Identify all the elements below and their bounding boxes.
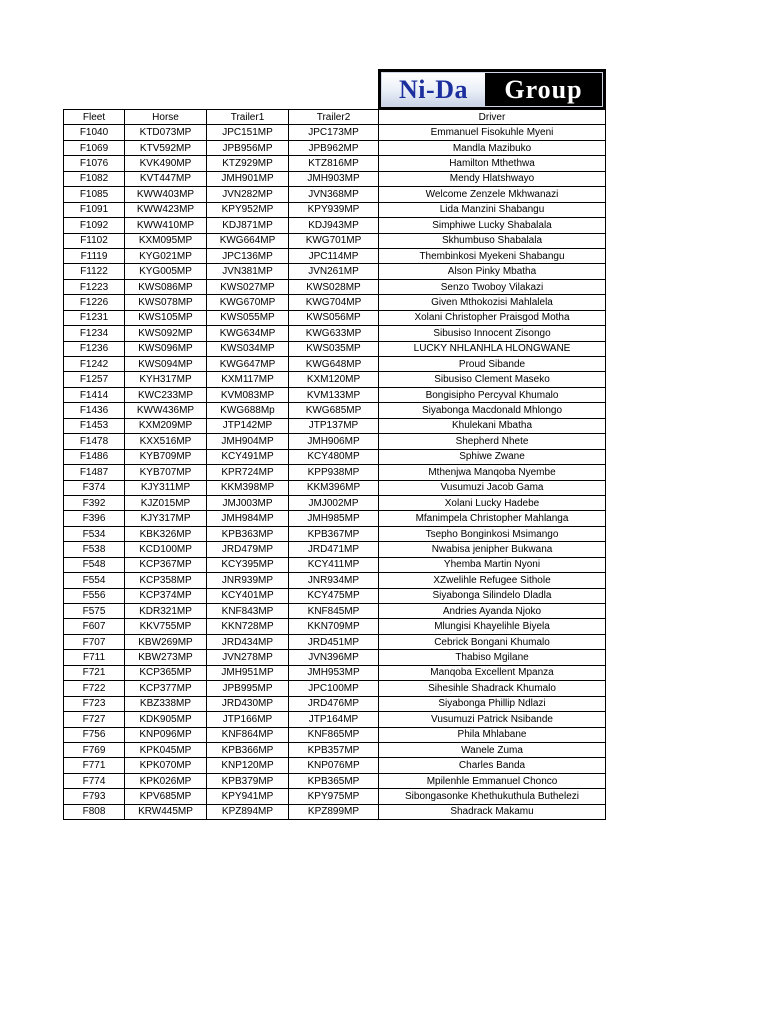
cell-horse: KWS086MP (125, 279, 207, 294)
cell-horse: KPK026MP (125, 773, 207, 788)
cell-trailer1: KDJ871MP (207, 218, 289, 233)
table-row (64, 604, 606, 619)
cell-driver: Nwabisa jenipher Bukwana (379, 542, 606, 557)
cell-horse: KCP365MP (125, 665, 207, 680)
cell-horse: KWW423MP (125, 202, 207, 217)
cell-trailer1: JTP142MP (207, 418, 289, 433)
header-trailer1: Trailer1 (207, 110, 289, 125)
table-row (64, 357, 606, 372)
cell-fleet: F538 (64, 542, 125, 557)
cell-fleet: F1486 (64, 449, 125, 464)
cell-fleet: F1069 (64, 140, 125, 155)
cell-horse: KXM095MP (125, 233, 207, 248)
cell-trailer1: JRD479MP (207, 542, 289, 557)
table-row (64, 681, 606, 696)
cell-driver: Sphiwe Zwane (379, 449, 606, 464)
cell-horse: KWW403MP (125, 187, 207, 202)
cell-trailer1: JMH984MP (207, 511, 289, 526)
table-row (64, 341, 606, 356)
table-row (64, 310, 606, 325)
cell-fleet: F1436 (64, 403, 125, 418)
cell-horse: KBK326MP (125, 526, 207, 541)
cell-fleet: F1453 (64, 418, 125, 433)
cell-horse: KCP367MP (125, 557, 207, 572)
cell-trailer2: JPC100MP (289, 681, 379, 696)
cell-driver: Mandla Mazibuko (379, 140, 606, 155)
cell-driver: LUCKY NHLANHLA HLONGWANE (379, 341, 606, 356)
cell-fleet: F711 (64, 650, 125, 665)
cell-trailer1: JPB995MP (207, 681, 289, 696)
cell-trailer2: KPY975MP (289, 789, 379, 804)
cell-fleet: F1085 (64, 187, 125, 202)
cell-trailer1: JVN381MP (207, 264, 289, 279)
cell-trailer2: KWG704MP (289, 295, 379, 310)
table-row (64, 403, 606, 418)
table-row (64, 248, 606, 263)
cell-trailer1: KPY941MP (207, 789, 289, 804)
cell-driver: Siyabonga Phillip Ndlazi (379, 696, 606, 711)
cell-trailer2: JPC173MP (289, 125, 379, 140)
table-row (64, 326, 606, 341)
cell-fleet: F793 (64, 789, 125, 804)
table-row (64, 140, 606, 155)
cell-trailer1: KWG670MP (207, 295, 289, 310)
cell-driver: Mfanimpela Christopher Mahlanga (379, 511, 606, 526)
table-row (64, 758, 606, 773)
cell-trailer1: KCY401MP (207, 588, 289, 603)
cell-fleet: F1242 (64, 357, 125, 372)
cell-trailer1: KWG634MP (207, 326, 289, 341)
cell-horse: KWS105MP (125, 310, 207, 325)
table-row (64, 218, 606, 233)
cell-horse: KCD100MP (125, 542, 207, 557)
cell-trailer2: KWG633MP (289, 326, 379, 341)
cell-driver: Wanele Zuma (379, 742, 606, 757)
cell-driver: Lida Manzini Shabangu (379, 202, 606, 217)
cell-trailer2: KCY411MP (289, 557, 379, 572)
cell-driver: Xolani Christopher Praisgod Motha (379, 310, 606, 325)
cell-driver: Sihesihle Shadrack Khumalo (379, 681, 606, 696)
cell-trailer2: JTP137MP (289, 418, 379, 433)
table-row (64, 557, 606, 572)
cell-fleet: F1119 (64, 248, 125, 263)
table-row (64, 526, 606, 541)
table-row (64, 804, 606, 819)
cell-horse: KWW410MP (125, 218, 207, 233)
cell-driver: Senzo Twoboy Vilakazi (379, 279, 606, 294)
table-row (64, 465, 606, 480)
table-row (64, 156, 606, 171)
cell-driver: Simphiwe Lucky Shabalala (379, 218, 606, 233)
cell-driver: Phila Mhlabane (379, 727, 606, 742)
cell-horse: KJY311MP (125, 480, 207, 495)
table-row (64, 773, 606, 788)
cell-horse: KPV685MP (125, 789, 207, 804)
table-row (64, 619, 606, 634)
cell-trailer1: KWG664MP (207, 233, 289, 248)
cell-horse: KPK045MP (125, 742, 207, 757)
cell-trailer2: KNF865MP (289, 727, 379, 742)
cell-fleet: F392 (64, 495, 125, 510)
cell-fleet: F554 (64, 573, 125, 588)
cell-trailer1: KCY491MP (207, 449, 289, 464)
cell-horse: KJZ015MP (125, 495, 207, 510)
cell-trailer2: KNF845MP (289, 604, 379, 619)
cell-driver: Khulekani Mbatha (379, 418, 606, 433)
cell-trailer2: KWG648MP (289, 357, 379, 372)
cell-trailer2: KKM396MP (289, 480, 379, 495)
cell-fleet: F723 (64, 696, 125, 711)
cell-trailer2: KKN709MP (289, 619, 379, 634)
cell-trailer2: JRD476MP (289, 696, 379, 711)
cell-horse: KVK490MP (125, 156, 207, 171)
table-row (64, 696, 606, 711)
cell-trailer1: JPB956MP (207, 140, 289, 155)
cell-driver: Vusumuzi Jacob Gama (379, 480, 606, 495)
table-row (64, 202, 606, 217)
cell-trailer2: KWS035MP (289, 341, 379, 356)
cell-horse: KXM209MP (125, 418, 207, 433)
table-row (64, 742, 606, 757)
cell-horse: KWS096MP (125, 341, 207, 356)
cell-fleet: F769 (64, 742, 125, 757)
cell-driver: Cebrick Bongani Khumalo (379, 634, 606, 649)
cell-trailer2: JVN368MP (289, 187, 379, 202)
cell-trailer2: KPY939MP (289, 202, 379, 217)
cell-driver: Shepherd Nhete (379, 434, 606, 449)
cell-fleet: F548 (64, 557, 125, 572)
cell-trailer2: KCY480MP (289, 449, 379, 464)
cell-horse: KWS078MP (125, 295, 207, 310)
cell-trailer1: KTZ929MP (207, 156, 289, 171)
cell-fleet: F774 (64, 773, 125, 788)
cell-horse: KCP377MP (125, 681, 207, 696)
cell-horse: KWC233MP (125, 387, 207, 402)
cell-trailer2: JVN261MP (289, 264, 379, 279)
cell-trailer1: JPC151MP (207, 125, 289, 140)
cell-trailer2: JPB962MP (289, 140, 379, 155)
cell-horse: KWW436MP (125, 403, 207, 418)
table-row (64, 665, 606, 680)
cell-trailer1: JVN282MP (207, 187, 289, 202)
cell-trailer1: KXM117MP (207, 372, 289, 387)
cell-horse: KCP374MP (125, 588, 207, 603)
table-row (64, 511, 606, 526)
cell-driver: Siyabonga Silindelo Dladla (379, 588, 606, 603)
cell-fleet: F1226 (64, 295, 125, 310)
cell-driver: Sibusiso Innocent Zisongo (379, 326, 606, 341)
cell-horse: KYB707MP (125, 465, 207, 480)
table-row (64, 449, 606, 464)
cell-trailer1: KCY395MP (207, 557, 289, 572)
cell-horse: KXX516MP (125, 434, 207, 449)
cell-driver: Sibusiso Clement Maseko (379, 372, 606, 387)
cell-fleet: F1234 (64, 326, 125, 341)
cell-driver: Vusumuzi Patrick Nsibande (379, 712, 606, 727)
header-row (64, 110, 606, 125)
cell-trailer2: KWG701MP (289, 233, 379, 248)
cell-driver: Yhemba Martin Nyoni (379, 557, 606, 572)
table-row (64, 495, 606, 510)
cell-fleet: F1040 (64, 125, 125, 140)
cell-driver: Shadrack Makamu (379, 804, 606, 819)
cell-driver: Bongisipho Percyval Khumalo (379, 387, 606, 402)
cell-driver: Thabiso Mgilane (379, 650, 606, 665)
cell-driver: Tsepho Bonginkosi Msimango (379, 526, 606, 541)
table-row (64, 434, 606, 449)
cell-fleet: F575 (64, 604, 125, 619)
table-row (64, 588, 606, 603)
cell-trailer2: KNP076MP (289, 758, 379, 773)
cell-trailer1: JTP166MP (207, 712, 289, 727)
cell-driver: Manqoba Excellent Mpanza (379, 665, 606, 680)
cell-driver: Sibongasonke Khethukuthula Buthelezi (379, 789, 606, 804)
cell-horse: KRW445MP (125, 804, 207, 819)
cell-horse: KYG005MP (125, 264, 207, 279)
cell-trailer2: KCY475MP (289, 588, 379, 603)
cell-trailer1: KNF843MP (207, 604, 289, 619)
cell-trailer2: KDJ943MP (289, 218, 379, 233)
header-trailer2: Trailer2 (289, 110, 379, 125)
cell-trailer1: JVN278MP (207, 650, 289, 665)
table-row (64, 789, 606, 804)
cell-driver: Mpilenhle Emmanuel Chonco (379, 773, 606, 788)
cell-driver: Mlungisi Khayelihle Biyela (379, 619, 606, 634)
cell-trailer1: JMH951MP (207, 665, 289, 680)
table-row (64, 125, 606, 140)
cell-horse: KWS092MP (125, 326, 207, 341)
cell-driver: Welcome Zenzele Mkhwanazi (379, 187, 606, 202)
cell-horse: KWS094MP (125, 357, 207, 372)
table-row (64, 264, 606, 279)
fleet-table-body (64, 125, 606, 820)
cell-driver: Skhumbuso Shabalala (379, 233, 606, 248)
cell-fleet: F771 (64, 758, 125, 773)
cell-trailer2: KPP938MP (289, 465, 379, 480)
cell-horse: KDK905MP (125, 712, 207, 727)
cell-fleet: F1102 (64, 233, 125, 248)
cell-trailer2: JMH906MP (289, 434, 379, 449)
cell-trailer2: KPB365MP (289, 773, 379, 788)
cell-trailer2: KVM133MP (289, 387, 379, 402)
logo-frame (381, 72, 603, 107)
cell-trailer1: KWS027MP (207, 279, 289, 294)
cell-trailer2: KPB367MP (289, 526, 379, 541)
cell-trailer2: KXM120MP (289, 372, 379, 387)
cell-trailer2: KTZ816MP (289, 156, 379, 171)
table-row (64, 542, 606, 557)
cell-driver: Thembinkosi Myekeni Shabangu (379, 248, 606, 263)
cell-horse: KBZ338MP (125, 696, 207, 711)
cell-trailer1: KWG688Mp (207, 403, 289, 418)
cell-horse: KNP096MP (125, 727, 207, 742)
cell-fleet: F1257 (64, 372, 125, 387)
cell-horse: KKV755MP (125, 619, 207, 634)
cell-trailer2: JMH953MP (289, 665, 379, 680)
cell-fleet: F1236 (64, 341, 125, 356)
cell-horse: KJY317MP (125, 511, 207, 526)
cell-horse: KYB709MP (125, 449, 207, 464)
cell-fleet: F1231 (64, 310, 125, 325)
table-row (64, 480, 606, 495)
logo-group-text: Group (485, 73, 602, 106)
cell-trailer2: JPC114MP (289, 248, 379, 263)
cell-fleet: F374 (64, 480, 125, 495)
cell-trailer1: JRD434MP (207, 634, 289, 649)
cell-trailer1: JMH904MP (207, 434, 289, 449)
cell-fleet: F1076 (64, 156, 125, 171)
logo-nida-text: Ni-Da (382, 73, 485, 106)
cell-trailer1: JPC136MP (207, 248, 289, 263)
cell-trailer2: JNR934MP (289, 573, 379, 588)
cell-fleet: F808 (64, 804, 125, 819)
cell-trailer1: JMJ003MP (207, 495, 289, 510)
cell-trailer1: JMH901MP (207, 171, 289, 186)
cell-driver: Mthenjwa Manqoba Nyembe (379, 465, 606, 480)
nida-group-logo (378, 69, 606, 110)
cell-horse: KPK070MP (125, 758, 207, 773)
cell-fleet: F1478 (64, 434, 125, 449)
cell-fleet: F607 (64, 619, 125, 634)
cell-fleet: F1414 (64, 387, 125, 402)
table-row (64, 279, 606, 294)
table-row (64, 650, 606, 665)
cell-fleet: F756 (64, 727, 125, 742)
cell-fleet: F1122 (64, 264, 125, 279)
cell-fleet: F707 (64, 634, 125, 649)
table-row (64, 187, 606, 202)
cell-trailer2: KPZ899MP (289, 804, 379, 819)
cell-driver: Emmanuel Fisokuhle Myeni (379, 125, 606, 140)
cell-horse: KTD073MP (125, 125, 207, 140)
cell-trailer2: JMH985MP (289, 511, 379, 526)
cell-trailer1: KPB366MP (207, 742, 289, 757)
cell-trailer1: KKM398MP (207, 480, 289, 495)
cell-trailer1: KPR724MP (207, 465, 289, 480)
table-row (64, 387, 606, 402)
cell-horse: KDR321MP (125, 604, 207, 619)
cell-horse: KTV592MP (125, 140, 207, 155)
cell-trailer1: KNP120MP (207, 758, 289, 773)
cell-trailer2: JVN396MP (289, 650, 379, 665)
cell-driver: Siyabonga Macdonald Mhlongo (379, 403, 606, 418)
table-row (64, 171, 606, 186)
table-row (64, 727, 606, 742)
cell-horse: KYG021MP (125, 248, 207, 263)
cell-fleet: F722 (64, 681, 125, 696)
cell-horse: KBW269MP (125, 634, 207, 649)
cell-trailer1: JNR939MP (207, 573, 289, 588)
cell-fleet: F1082 (64, 171, 125, 186)
header-horse: Horse (125, 110, 207, 125)
cell-fleet: F1223 (64, 279, 125, 294)
cell-horse: KCP358MP (125, 573, 207, 588)
cell-trailer2: KWG685MP (289, 403, 379, 418)
cell-trailer2: JTP164MP (289, 712, 379, 727)
cell-trailer1: KPB363MP (207, 526, 289, 541)
cell-driver: Andries Ayanda Njoko (379, 604, 606, 619)
cell-fleet: F396 (64, 511, 125, 526)
table-row (64, 233, 606, 248)
cell-driver: Alson Pinky Mbatha (379, 264, 606, 279)
header-driver: Driver (379, 110, 606, 125)
cell-trailer1: KWS055MP (207, 310, 289, 325)
cell-fleet: F1487 (64, 465, 125, 480)
cell-driver: Proud Sibande (379, 357, 606, 372)
cell-trailer1: KKN728MP (207, 619, 289, 634)
header-fleet: Fleet (64, 110, 125, 125)
cell-trailer2: JMJ002MP (289, 495, 379, 510)
table-row (64, 372, 606, 387)
table-row (64, 634, 606, 649)
cell-driver: Xolani Lucky Hadebe (379, 495, 606, 510)
cell-trailer1: JRD430MP (207, 696, 289, 711)
table-row (64, 295, 606, 310)
fleet-table (63, 109, 606, 820)
cell-trailer1: KNF864MP (207, 727, 289, 742)
cell-driver: XZwelihle Refugee Sithole (379, 573, 606, 588)
cell-trailer1: KPZ894MP (207, 804, 289, 819)
cell-fleet: F1092 (64, 218, 125, 233)
cell-driver: Mendy Hlatshwayo (379, 171, 606, 186)
cell-trailer1: KWS034MP (207, 341, 289, 356)
cell-fleet: F721 (64, 665, 125, 680)
cell-horse: KYH317MP (125, 372, 207, 387)
table-row (64, 573, 606, 588)
cell-trailer2: JMH903MP (289, 171, 379, 186)
cell-fleet: F556 (64, 588, 125, 603)
cell-driver: Given Mthokozisi Mahlalela (379, 295, 606, 310)
cell-trailer1: KWG647MP (207, 357, 289, 372)
cell-trailer2: KWS028MP (289, 279, 379, 294)
table-row (64, 712, 606, 727)
cell-fleet: F1091 (64, 202, 125, 217)
cell-trailer1: KPB379MP (207, 773, 289, 788)
cell-trailer2: JRD471MP (289, 542, 379, 557)
table-row (64, 418, 606, 433)
cell-trailer2: KPB357MP (289, 742, 379, 757)
cell-trailer1: KPY952MP (207, 202, 289, 217)
cell-horse: KVT447MP (125, 171, 207, 186)
cell-fleet: F534 (64, 526, 125, 541)
cell-trailer1: KVM083MP (207, 387, 289, 402)
cell-trailer2: KWS056MP (289, 310, 379, 325)
cell-trailer2: JRD451MP (289, 634, 379, 649)
cell-driver: Hamilton Mthethwa (379, 156, 606, 171)
cell-driver: Charles Banda (379, 758, 606, 773)
cell-horse: KBW273MP (125, 650, 207, 665)
cell-fleet: F727 (64, 712, 125, 727)
